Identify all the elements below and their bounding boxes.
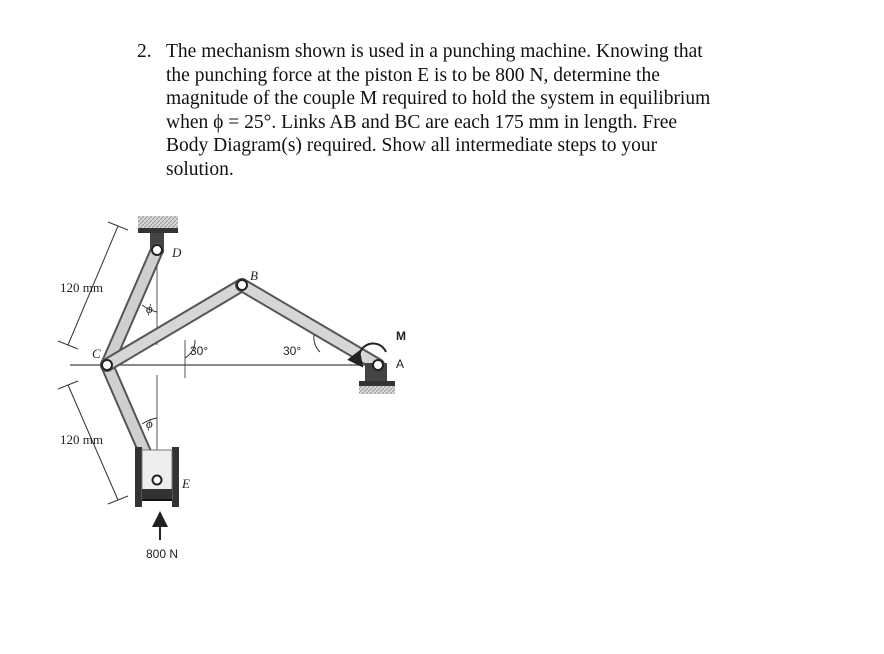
label-m: M [396, 329, 406, 343]
label-c: C [92, 346, 101, 361]
problem-number: 2. [137, 41, 152, 62]
problem-line-6: solution. [166, 158, 234, 180]
pin-d [152, 245, 162, 255]
piston-e [135, 447, 179, 507]
pin-a [373, 360, 383, 370]
problem-line-5: Body Diagram(s) required. Show all intermediate steps to your [166, 135, 658, 156]
label-d: D [172, 245, 182, 260]
label-e: E [182, 476, 190, 491]
phi-upper-label: ϕ [146, 301, 153, 316]
label-a: A [396, 357, 405, 371]
dim-lower-label: 120 mm [60, 432, 103, 447]
angle-left-label: 30° [190, 344, 209, 358]
problem-line-4: when ϕ = 25°. Links AB and BC are each 175 mm in length. Free [166, 111, 678, 133]
angle-right-label: 30° [283, 344, 302, 358]
problem-line-1: The mechanism shown is used in a punching machine. Knowing that [166, 41, 703, 62]
dim-upper-label: 120 mm [60, 280, 103, 295]
label-b: B [250, 268, 258, 283]
phi-lower-label: ϕ [146, 416, 153, 431]
force-label: 800 N [146, 547, 179, 561]
pin-c [102, 360, 112, 370]
pin-b [237, 280, 247, 290]
problem-line-2: the punching force at the piston E is to be 800 N, determine the [166, 64, 660, 86]
problem-line-3: magnitude of the couple M required to hold the system in equilibrium [166, 88, 711, 109]
pin-e [153, 476, 162, 485]
